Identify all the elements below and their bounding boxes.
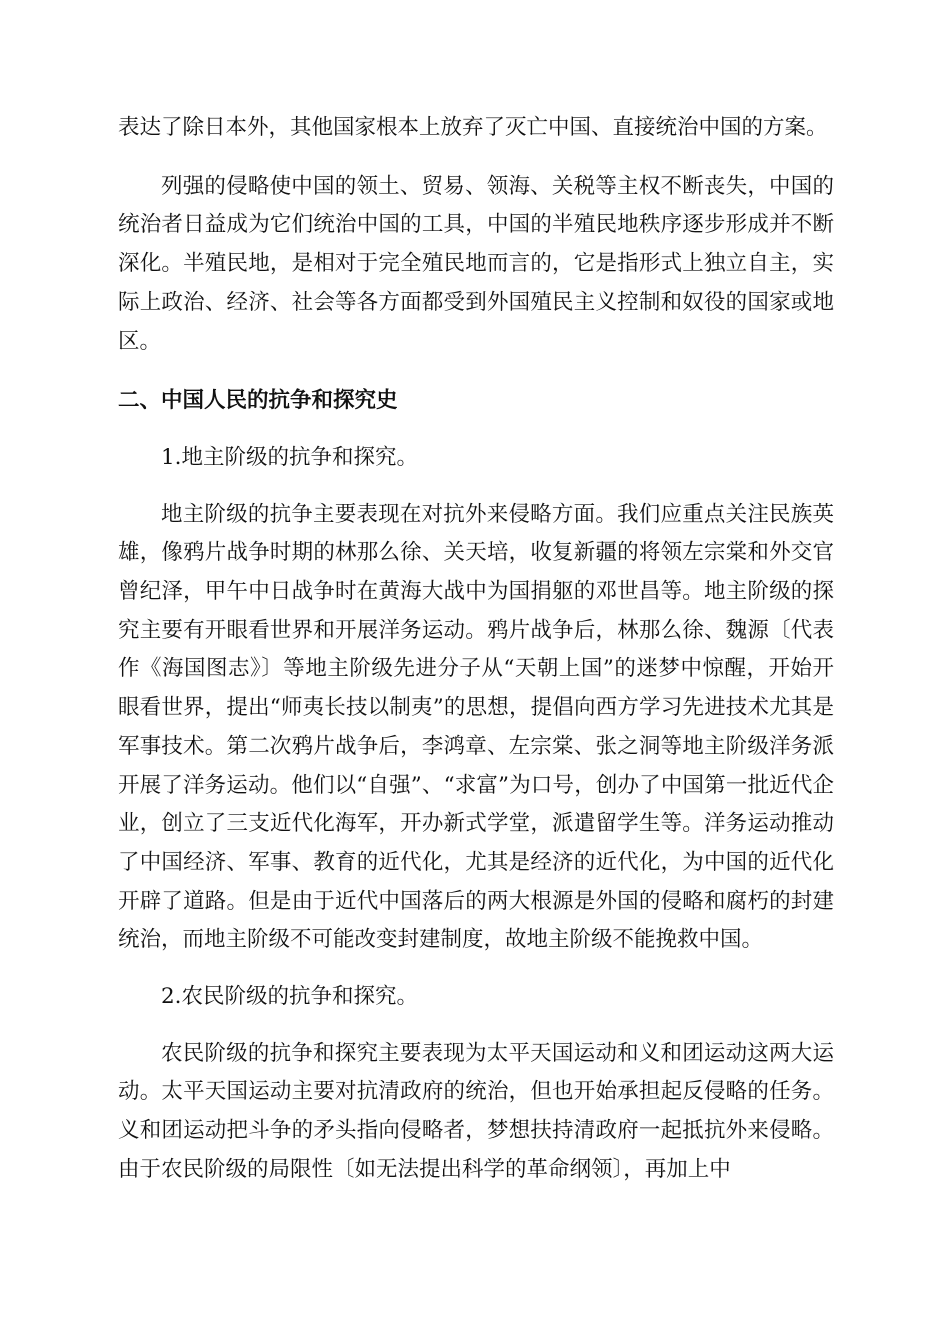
document-page [118,109,834,1190]
paragraph-semicolony: 列强的侵略使中国的领土、贸易、领海、关税等主权不断丧失，中国的统治者日益成为它们统治中国的工具，中国的半殖民地秩序逐步形成并不断深化。半殖民地，是相对于完全殖民地而言的，它是指形式上独立自主，实际上政治、经济、社会等各方面都受到外国殖民主义控制和奴役的国家或地区。 [118,173,834,354]
section-heading: 二、中国人民的抗争和探究史 [118,388,398,414]
subsection-heading-landlord: 1.地主阶级的抗争和探究。 [161,444,419,470]
paragraph-intro: 表达了除日本外，其他国家根本上放弃了灭亡中国、直接统治中国的方案。 [118,115,828,140]
subsection-heading-peasant: 2.农民阶级的抗争和探究。 [161,984,419,1010]
paragraph-landlord: 地主阶级的抗争主要表现在对抗外来侵略方面。我们应重点关注民族英雄，像鸦片战争时期的林那么徐、关天培，收复新疆的将领左宗棠和外交官曾纪泽，甲午中日战争时在黄海大战中为国捐躯的邓世昌等。地主阶级的探究主要有开眼看世界和开展洋务运动。鸦片战争后，林那么徐、魏源〔代表作《海国图志》〕等地主阶级先进分子从“天朝上国”的迷梦中惊醒，开始开眼看世界，提出“师夷长技以制夷”的思想，提倡向西方学习先进技术尤其是军事技术。第二次鸦片战争后，李鸿章、左宗棠、张之洞等地主阶级洋务派开展了洋务运动。他们以“自强”、“求富”为口号，创办了中国第一批近代企业，创立了三支近代化海军，开办新式学堂，派遣留学生等。洋务运动推动了中国经济、军事、教育的近代化，尤其是经济的近代化，为中国的近代化开辟了道路。但是由于近代中国落后的两大根源是外国的侵略和腐朽的封建统治，而地主阶级不可能改变封建制度，故地主阶级不能挽救中国。 [118,501,834,953]
paragraph-peasant: 农民阶级的抗争和探究主要表现为太平天国运动和义和团运动这两大运动。太平天国运动主要对抗清政府的统治，但也开始承担起反侵略的任务。义和团运动把斗争的矛头指向侵略者，梦想扶持清政府一起抵抗外来侵略。由于农民阶级的局限性〔如无法提出科学的革命纲领〕，再加上中 [118,1040,834,1182]
